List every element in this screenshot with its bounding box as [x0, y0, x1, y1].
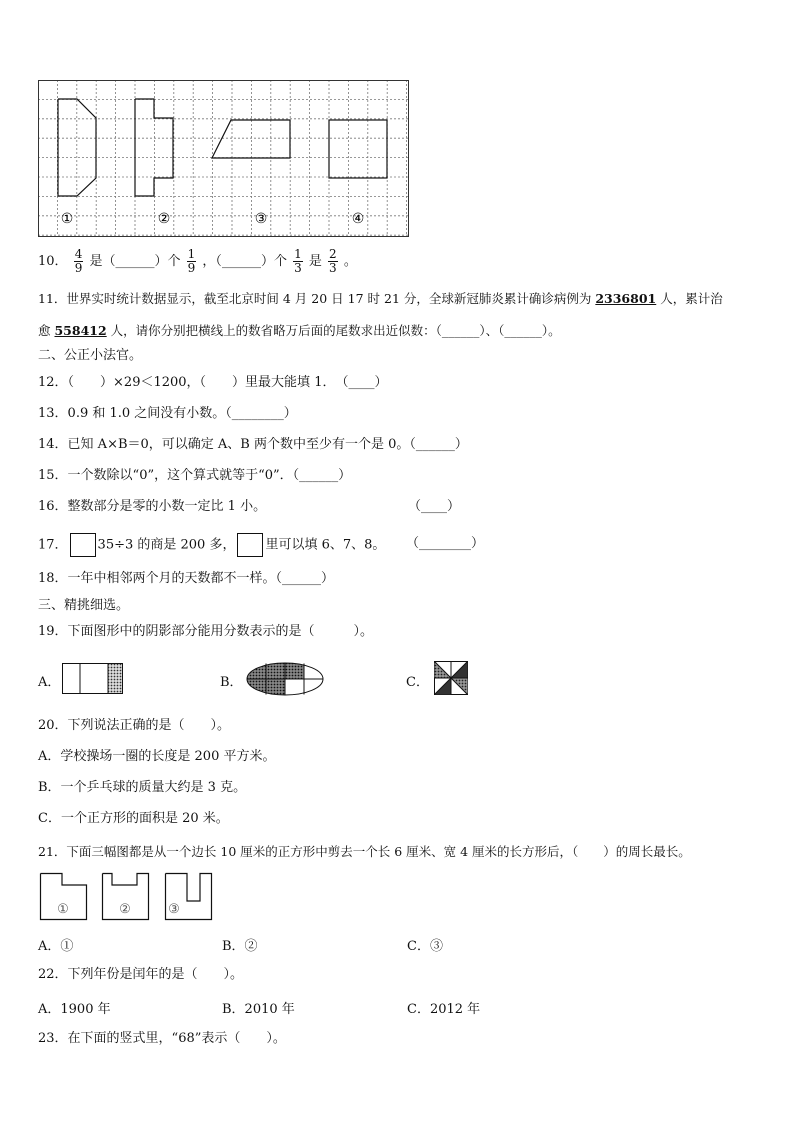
question-23: 23．在下面的竖式里，“68”表示（ ）。: [38, 1031, 286, 1046]
blank[interactable]: （____）: [408, 499, 461, 514]
question-13: 13．0.9 和 1.0 之间没有小数。（________）: [38, 406, 297, 421]
blank[interactable]: ______: [115, 254, 155, 269]
q19-figure-a[interactable]: [62, 663, 124, 695]
question-12: 12．（ ）×29＜1200，（ ）里最大能填 1． （____）: [38, 375, 388, 390]
q21-fig-label-2: ②: [119, 902, 131, 917]
confirmed-number: 2336801: [595, 291, 657, 306]
question-10: 10． $\frac{4}{9}$ 是（______）个 $\frac{1}{9}$ ，（______）个 $\frac{1}{3}$ 是 $\frac{2}{3}$ 。: [38, 247, 357, 275]
question-20: 20．下列说法正确的是（ ）。: [38, 718, 231, 733]
q19-option-a-label[interactable]: A．: [38, 675, 61, 690]
fraction-1-9: $\frac{1}{9}$: [187, 247, 196, 275]
q22-option-c[interactable]: C．2012 年: [407, 1002, 481, 1017]
section-3-heading: 三、精挑细选。: [38, 598, 130, 613]
fraction-4-9: $\frac{4}{9}$: [74, 247, 83, 275]
grid-label-4: ④: [351, 211, 365, 227]
answer-box[interactable]: [237, 533, 263, 557]
blank[interactable]: ______: [221, 254, 261, 269]
q20-option-b[interactable]: B．一个乒乓球的质量大约是 3 克。: [38, 780, 247, 795]
q20-option-c[interactable]: C．一个正方形的面积是 20 米。: [38, 811, 229, 826]
q21-option-a[interactable]: A．①: [38, 939, 74, 954]
q19-figure-b[interactable]: [246, 662, 326, 696]
question-16: 16．整数部分是零的小数一定比 1 小。 （____）: [38, 499, 461, 514]
question-15: 15．一个数除以“0”，这个算式就等于“0”．（______）: [38, 468, 352, 483]
q19-figure-c[interactable]: [434, 661, 468, 695]
q22-option-b[interactable]: B．2010 年: [222, 1002, 295, 1017]
grid-label-1: ①: [60, 211, 74, 227]
q22-option-a[interactable]: A．1900 年: [38, 1002, 111, 1017]
q21-figures: [40, 873, 220, 921]
blank[interactable]: （________）: [406, 536, 485, 551]
question-22: 22．下列年份是闰年的是（ ）。: [38, 967, 244, 982]
q19-option-b-label[interactable]: B．: [220, 675, 243, 690]
question-11-line-2: 愈 558412 人，请你分别把横线上的数省略万后面的尾数求出近似数：（______）、（______）。: [38, 323, 561, 338]
shape-4: [329, 120, 387, 178]
grid-label-3: ③: [254, 211, 268, 227]
q21-option-c[interactable]: C．③: [407, 939, 443, 954]
question-21: 21．下面三幅图都是从一个边长 10 厘米的正方形中剪去一个长 6 厘米、宽 4 厘米的长方形后，（ ）的周长最长。: [38, 844, 691, 859]
question-11-line-1: 11．世界实时统计数据显示，截至北京时间 4 月 20 日 17 时 21 分，全球新冠肺炎累计确诊病例为 2336801 人，累计治: [38, 291, 723, 306]
grid-figure: [38, 80, 410, 238]
cured-number: 558412: [54, 323, 107, 338]
question-14: 14．已知 A×B＝0，可以确定 A、B 两个数中至少有一个是 0。（______）: [38, 437, 468, 452]
fraction-1-3: $\frac{1}{3}$: [294, 247, 302, 275]
question-18: 18．一年中相邻两个月的天数都不一样。（______）: [38, 571, 335, 586]
grid-label-2: ②: [157, 211, 171, 227]
fraction-2-3: $\frac{2}{3}$: [329, 247, 337, 275]
shape-2: [135, 99, 173, 196]
answer-box[interactable]: [70, 533, 96, 557]
section-2-heading: 二、公正小法官。: [38, 348, 143, 363]
q21-fig-label-1: ①: [57, 902, 69, 917]
q21-fig-label-3: ③: [168, 902, 180, 917]
q19-option-c-label[interactable]: C．: [406, 675, 429, 690]
question-17: 17． 35÷3 的商是 200 多， 里可以填 6、7、8。 （________）: [38, 533, 385, 557]
q21-option-b[interactable]: B．②: [222, 939, 258, 954]
q20-option-a[interactable]: A．学校操场一圈的长度是 200 平方米。: [38, 749, 276, 764]
question-19: 19．下面图形中的阴影部分能用分数表示的是（ ）。: [38, 624, 374, 639]
